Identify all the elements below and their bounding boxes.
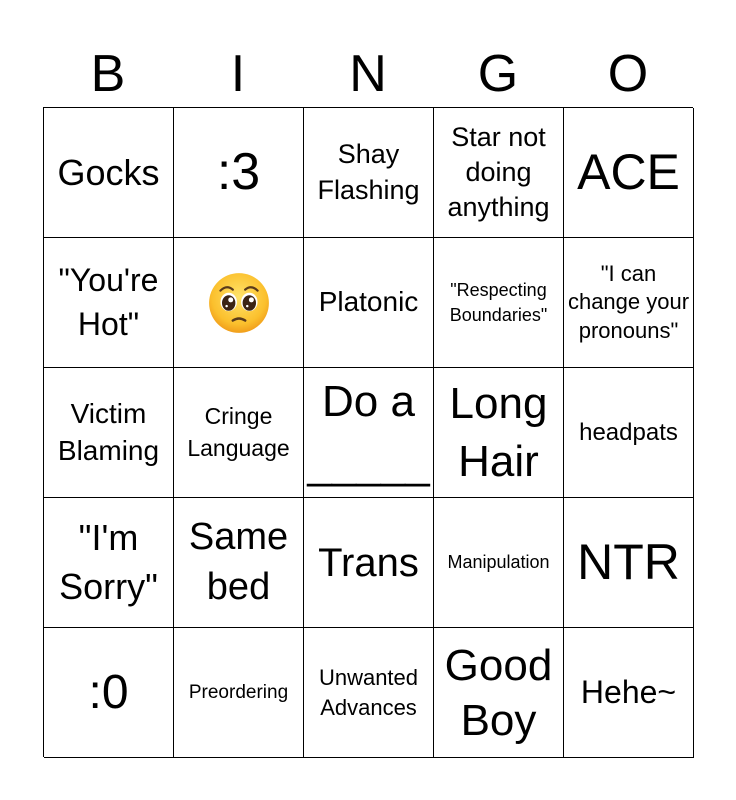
bingo-cell[interactable]: Good Boy [434,628,564,758]
bingo-cell[interactable]: Preordering [174,628,304,758]
bingo-cell[interactable]: Gocks [44,108,174,238]
pleading-face-emoji-icon [206,270,272,336]
header-letter-b: B [90,45,126,103]
header-letter-o: O [607,45,649,103]
header-letter-g: G [477,45,519,103]
bingo-cell-free[interactable] [174,238,304,368]
bingo-cell[interactable]: "Respecting Boundaries" [434,238,564,368]
bingo-cell[interactable]: Long Hair [434,368,564,498]
bingo-cell[interactable]: :3 [174,108,304,238]
bingo-cell[interactable]: Platonic [304,238,434,368]
bingo-cell[interactable]: Same bed [174,498,304,628]
bingo-cell[interactable]: Victim Blaming [44,368,174,498]
header-letter-i: I [230,45,246,103]
bingo-cell[interactable]: Unwanted Advances [304,628,434,758]
bingo-cell[interactable]: Cringe Language [174,368,304,498]
bingo-cell[interactable]: Trans [304,498,434,628]
bingo-cell[interactable]: :0 [44,628,174,758]
bingo-header [43,40,693,108]
bingo-board [43,107,693,757]
bingo-cell[interactable]: Star not doing anything [434,108,564,238]
bingo-cell[interactable]: headpats [564,368,694,498]
bingo-cell[interactable]: Hehe~ [564,628,694,758]
bingo-cell[interactable]: "You're Hot" [44,238,174,368]
bingo-cell[interactable]: Manipulation [434,498,564,628]
header-letter-n: N [349,45,387,103]
bingo-cell[interactable]: Do a _____ [304,368,434,498]
bingo-cell[interactable]: Shay Flashing [304,108,434,238]
bingo-cell[interactable]: "I can change your pronouns" [564,238,694,368]
bingo-cell[interactable]: ACE [564,108,694,238]
bingo-cell[interactable]: NTR [564,498,694,628]
bingo-cell[interactable]: "I'm Sorry" [44,498,174,628]
